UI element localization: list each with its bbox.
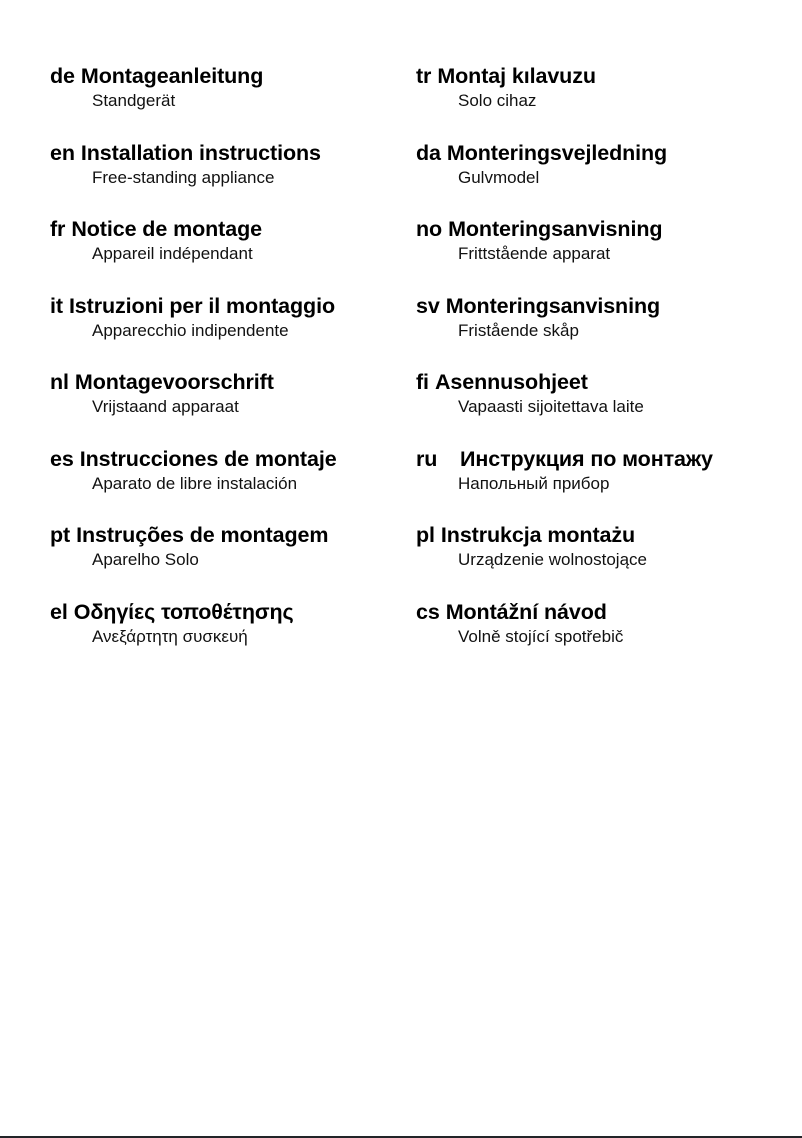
entry-subtitle: Urządzenie wolnostojące xyxy=(458,550,647,569)
language-entry-tr xyxy=(416,62,713,139)
language-code: it xyxy=(50,293,63,318)
entry-subtitle: Напольный прибор xyxy=(458,473,610,493)
title-text: Monteringsanvisning xyxy=(445,293,661,318)
entry-title xyxy=(416,445,713,473)
language-code: sv xyxy=(416,293,440,318)
entry-title xyxy=(50,139,337,167)
language-code: de xyxy=(50,64,75,88)
title-text: Οδηγίες τοποθέτησης xyxy=(73,599,294,624)
left-language-column xyxy=(50,62,337,674)
entry-title xyxy=(50,445,337,473)
entry-subtitle: Vrijstaand apparaat xyxy=(92,397,239,416)
title-text: Instruções de montagem xyxy=(76,523,329,547)
language-entry-pt xyxy=(50,521,337,598)
title-text: Monteringsanvisning xyxy=(448,217,663,241)
title-text: Montageanleitung xyxy=(80,64,264,88)
entry-title xyxy=(50,215,337,243)
right-language-column xyxy=(416,62,713,674)
title-text: Montagevoorschrift xyxy=(74,370,274,394)
title-text: Notice de montage xyxy=(71,217,262,241)
language-entry-nl xyxy=(50,368,337,445)
language-entry-no xyxy=(416,215,713,292)
title-text: Инструкция по монтажу xyxy=(460,446,713,471)
language-code: cs xyxy=(416,599,440,624)
entry-title xyxy=(416,215,713,243)
title-text: Monteringsvejledning xyxy=(446,140,668,165)
language-code: fi xyxy=(416,370,429,394)
entry-subtitle: Vapaasti sijoitettava laite xyxy=(458,397,644,416)
language-entry-fi xyxy=(416,368,713,445)
entry-subtitle: Frittstående apparat xyxy=(458,244,611,263)
language-entry-de xyxy=(50,62,337,139)
entry-title xyxy=(416,62,713,90)
language-entry-pl xyxy=(416,521,713,598)
entry-subtitle: Standgerät xyxy=(92,91,176,110)
language-entry-cs xyxy=(416,598,713,675)
language-code: no xyxy=(416,217,443,241)
title-text: Asennusohjeet xyxy=(434,370,588,394)
language-code: pt xyxy=(50,523,71,547)
language-entry-ru xyxy=(416,445,713,522)
language-entry-it xyxy=(50,292,337,369)
entry-title xyxy=(416,292,713,320)
title-text: Montážní návod xyxy=(445,599,607,624)
entry-subtitle: Aparelho Solo xyxy=(92,550,199,569)
entry-title xyxy=(50,368,337,396)
entry-subtitle: Apparecchio indipendente xyxy=(92,320,289,340)
entry-subtitle: Ανεξάρτητη συσκευή xyxy=(92,626,248,646)
language-code: pl xyxy=(416,523,435,547)
language-code: es xyxy=(50,446,74,471)
entry-title xyxy=(50,62,337,90)
entry-title xyxy=(416,598,713,626)
entry-title xyxy=(50,292,337,320)
entry-subtitle: Gulvmodel xyxy=(458,167,540,187)
entry-subtitle: Aparato de libre instalación xyxy=(92,473,298,493)
language-entry-da xyxy=(416,139,713,216)
language-code: da xyxy=(416,140,441,165)
language-code: ru xyxy=(416,446,438,471)
entry-subtitle: Appareil indépendant xyxy=(92,244,253,263)
entry-title xyxy=(416,139,713,167)
entry-subtitle: Fristående skåp xyxy=(458,320,579,340)
title-text: Instrukcja montażu xyxy=(440,523,636,547)
entry-title xyxy=(50,598,337,626)
language-code: fr xyxy=(50,217,66,241)
entry-title xyxy=(416,521,713,549)
title-text: Montaj kılavuzu xyxy=(437,64,596,88)
title-text: Istruzioni per il montaggio xyxy=(68,293,335,318)
language-code: en xyxy=(50,140,75,165)
entry-subtitle: Solo cihaz xyxy=(458,91,537,110)
entry-title xyxy=(416,368,713,396)
entry-subtitle: Volně stojící spotřebič xyxy=(458,626,624,646)
title-text: Instrucciones de montaje xyxy=(79,446,337,471)
language-entry-en xyxy=(50,139,337,216)
language-code: el xyxy=(50,599,68,624)
entry-title xyxy=(50,521,337,549)
title-text: Installation instructions xyxy=(80,140,321,165)
language-entry-sv xyxy=(416,292,713,369)
entry-subtitle: Free-standing appliance xyxy=(92,167,275,187)
language-code: nl xyxy=(50,370,69,394)
language-entry-fr xyxy=(50,215,337,292)
language-code: tr xyxy=(416,64,432,88)
language-entry-el xyxy=(50,598,337,675)
language-entry-es xyxy=(50,445,337,522)
